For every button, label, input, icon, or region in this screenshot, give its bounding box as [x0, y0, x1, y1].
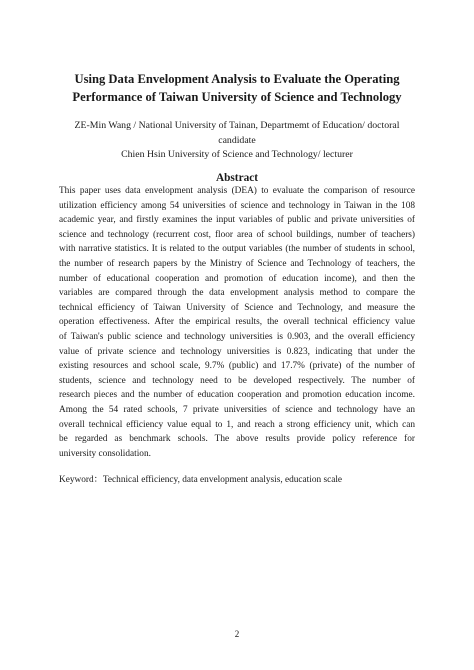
abstract-line: utilization efficiency among 54 universities of science and technology in Taiwan in the 108	[59, 200, 415, 211]
paper-title	[40, 70, 434, 106]
abstract-line: science and technology (recurrent cost, floor area of school buildings, number of teachers)	[59, 229, 415, 240]
abstract-line: overall technical efficiency value equal to 1, and reach a strong efficiency unit, which can	[59, 419, 415, 430]
abstract-line: academic year, and firstly examines the input variables of public and private universities of	[59, 215, 415, 226]
abstract-line: existing resources and school scale, 9.7% (public) and 17.7% (private) of the number of	[59, 361, 415, 372]
abstract-line: research pieces and the number of education cooperation and promotion education income.	[59, 390, 415, 401]
author-line-2: candidate	[218, 134, 256, 146]
abstract-line: number of educational cooperation and promotion of education income), and then the	[59, 273, 415, 284]
abstract-line: the number of research papers by the Ministry of Science and Technology of teachers, the	[59, 258, 415, 269]
paper-title-line-1: Using Data Envelopment Analysis to Evaluate the Operating	[74, 72, 400, 86]
abstract-line: operation effectiveness. After the empirical results, the overall technical efficiency value	[59, 317, 415, 328]
keywords-line: Keyword：Technical efficiency, data envelopment analysis, education scale	[59, 475, 343, 485]
abstract-line: with narrative statistics. It is related to the output variables (the number of students in school,	[59, 244, 415, 255]
abstract-line: students, science and technology need to be developed respectively. The number of	[59, 375, 415, 386]
author-block	[40, 119, 434, 163]
abstract-body	[59, 184, 415, 461]
abstract-line: Among the 54 rated schools, 7 private universities of science and technology have an	[59, 404, 415, 415]
abstract-line: of Taiwan's public science and technology universities is 0.903, and the overall efficiency	[59, 331, 415, 342]
abstract-line: technical efficiency of Taiwan University of Science and Technology, and measure the	[59, 302, 415, 313]
paper-title-line-2: Performance of Taiwan University of Science and Technology	[72, 90, 402, 104]
abstract-heading: Abstract	[215, 172, 259, 184]
abstract-line: value of private science and technology universities is 0.823, indicating that under the	[59, 346, 415, 357]
author-line-3: Chien Hsin University of Science and Technology/ lecturer	[121, 149, 353, 160]
abstract-line: variables are compared through the data envelopment analysis method to compare the	[59, 288, 415, 299]
abstract-line: university consolidation.	[59, 448, 151, 459]
abstract-line: be regarded as benchmark schools. The above results provide policy reference for	[59, 434, 415, 445]
author-line-1: ZE-Min Wang / National University of Tainan, Departmemt of Education/ doctoral	[74, 120, 400, 131]
page-number: 2	[234, 629, 240, 639]
abstract-line: This paper uses data envelopment analysis (DEA) to evaluate the comparison of resource	[59, 186, 415, 196]
